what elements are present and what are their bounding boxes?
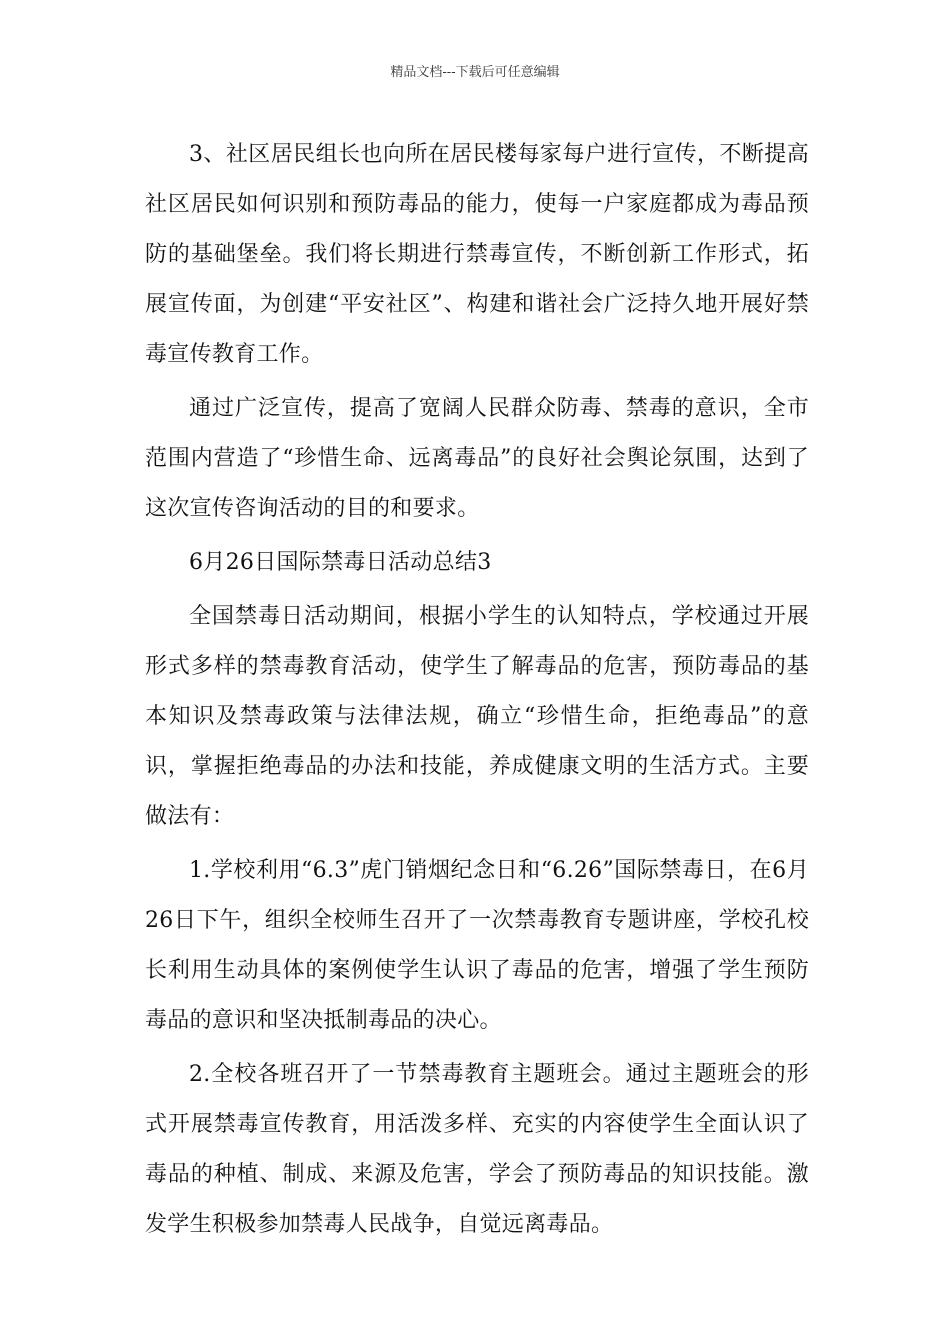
document-body: [145, 130, 809, 1254]
section-heading: 6月26日国际禁毒日活动总结3: [189, 550, 492, 575]
paragraph-school-activities: 全国禁毒日活动期间，根据小学生的认知特点，学校通过开展形式多样的禁毒教育活动，使学生了解毒品的危害，预防毒品的基本知识及禁毒政策与法律法规，确立“珍惜生命，拒绝毒品”的意识，掌握拒绝毒品的办法和技能，养成健康文明的生活方式。主要做法有：: [145, 604, 809, 829]
page-header: 精品文档---下载后可任意编辑: [390, 65, 560, 80]
paragraph-item-1: 1.学校利用“6.3”虎门销烟纪念日和“6.26”国际禁毒日，在6月26日下午，组织全校师生召开了一次禁毒教育专题讲座，学校孔校长利用生动具体的案例使学生认识了毒品的危害，增强了学生预防毒品的意识和坚决抵制毒品的决心。: [145, 858, 809, 1033]
paragraph-community-promotion: 3、社区居民组长也向所在居民楼每家每户进行宣传，不断提高社区居民如何识别和预防毒品的能力，使每一户家庭都成为毒品预防的基础堡垒。我们将长期进行禁毒宣传，不断创新工作形式，拓展宣传面，为创建“平安社区”、构建和谐社会广泛持久地开展好禁毒宣传教育工作。: [145, 142, 809, 367]
paragraph-awareness-result: 通过广泛宣传，提高了宽阔人民群众防毒、禁毒的意识，全市范围内营造了“珍惜生命、远离毒品”的良好社会舆论氛围，达到了这次宣传咨询活动的目的和要求。: [145, 396, 809, 521]
paragraph-item-2: 2.全校各班召开了一节禁毒教育主题班会。通过主题班会的形式开展禁毒宣传教育，用活泼多样、充实的内容使学生全面认识了毒品的种植、制成、来源及危害，学会了预防毒品的知识技能。激发学生积极参加禁毒人民战争，自觉远离毒品。: [145, 1062, 809, 1237]
